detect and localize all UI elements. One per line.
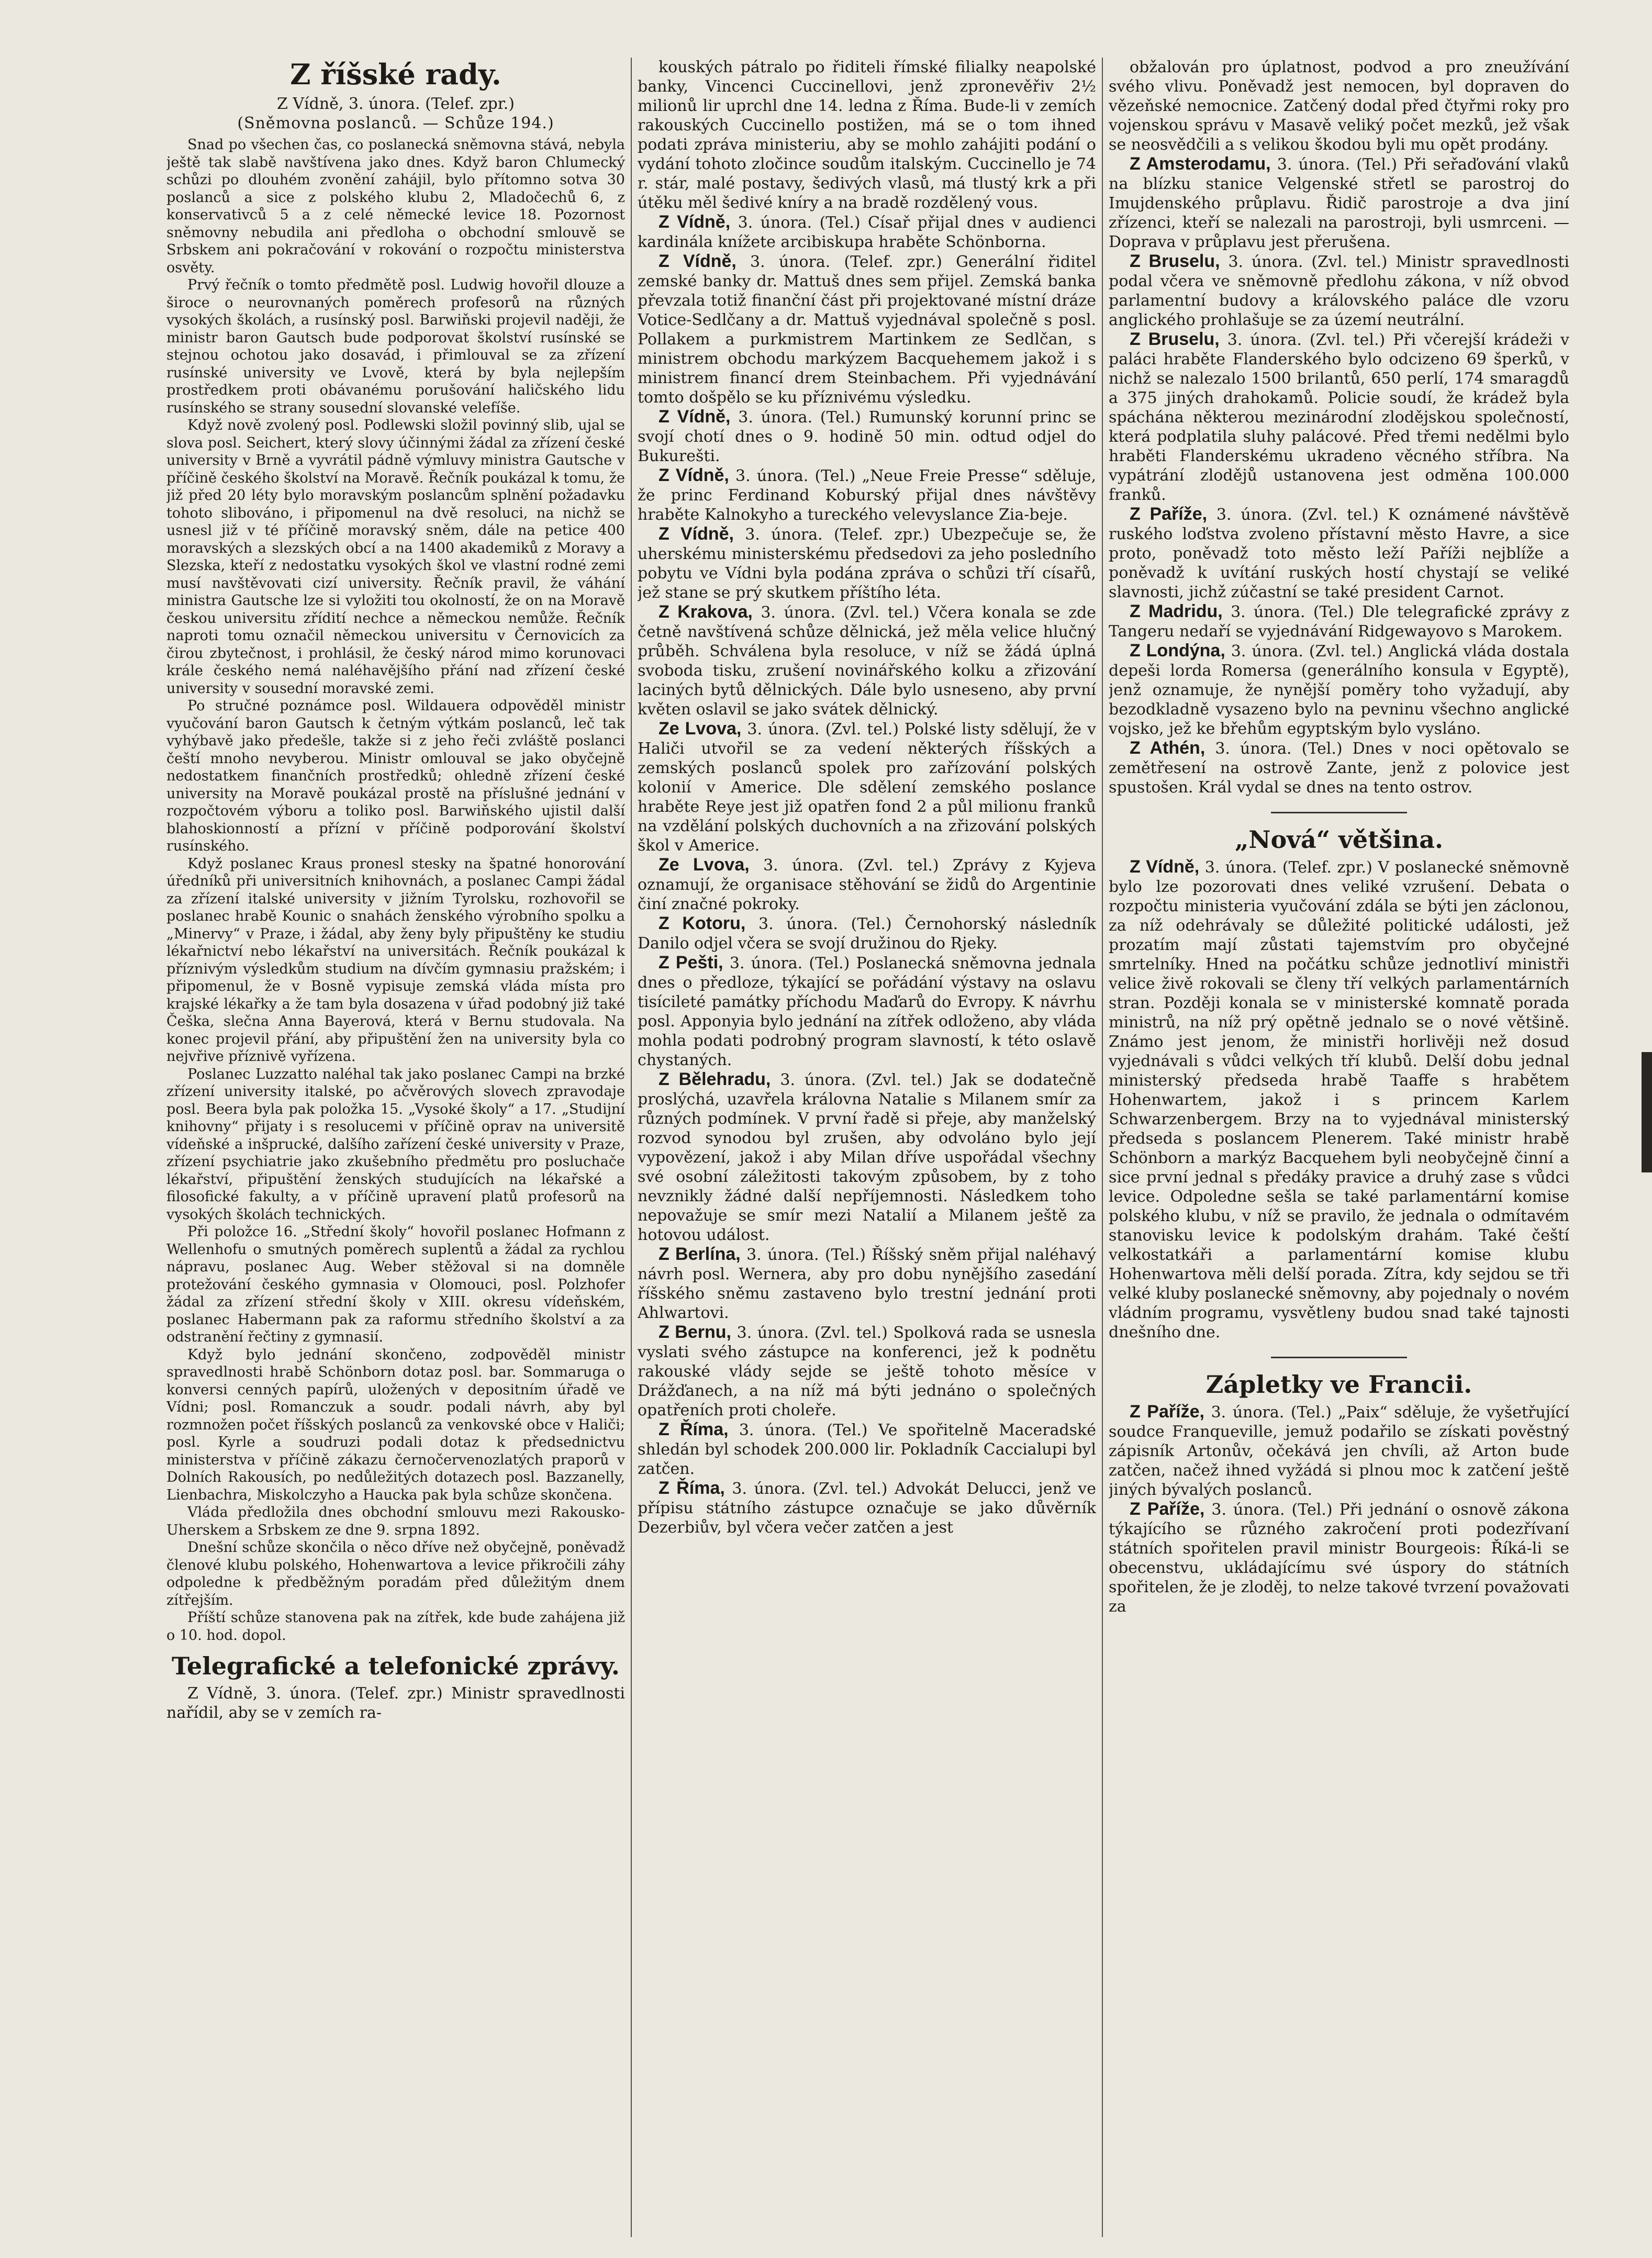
column-2 [638, 58, 1096, 2237]
report-paragraph: Z Vídně, 3. února. (Tel.) Rumunský korunní princ se svojí chotí dnes o 9. hodině 50 min. odtud odjel do Bukurešti. [638, 407, 1096, 465]
report-paragraph: Z Vídně, 3. února. (Telef. zpr.) Ministr spravedlnosti nařídil, aby se v zemích ra- [166, 1684, 625, 1722]
section-divider [1271, 812, 1407, 813]
report-paragraph: obžalován pro úplatnost, podvod a pro zneužívání svého vlivu. Poněvadž jest nemocen, byl dopraven do vězeňské nemocnice. Zatčený dodal před čtyřmi roky pro vojenskou správu v Masavě veliký počet mezků, jež však se neosvědčili a s velikou škodou byli mu opět prodány. [1109, 58, 1569, 154]
article-paragraph: Když nově zvolený posl. Podlewski složil povinný slib, ujal se slova posl. Seichert, který slovy účinnými žádal za zřízení české university v Brně a vyvrátil pádně výmluvy ministra Gautsche v příčině českého školství na Moravě. Řečník poukázal k tomu, že již před 20 léty bylo moravským poslancům splnění požadavku tohoto slibováno, i připomenul na dvě resoluci, na nichž se usnesl již v té příčině moravský sněm, dále na petice 400 moravských a slezských obcí a na 1400 akademiků z Moravy a Slezska, kteří z nedostatku vysokých škol ve vlastní rodné zemi musí navštěvovati cizí university. Řečník pravil, že váhání ministra Gautsche lze si vyložiti tou okolností, že on na Moravě českou universitu zřídití nechce a německou nemůže. Řečník naproti tomu označil německou universitu v Černovicích za čirou zbytečnost, i prohlásil, že český národ mimo korunovaci krále českého nemá naléhavějšího přání nad zřízení české university v sousední moravské zemi. [166, 417, 625, 697]
section-title-rissky-rada: Z říšské rady. [290, 58, 501, 91]
report-paragraph: Z Londýna, 3. února. (Zvl. tel.) Anglická vláda dostala depeši lorda Romersa (generálního konsula v Egyptě), jenž oznamuje, že nynější poměry toho vyžadují, aby bezodkladně vysazeno bylo na pevninu všechno anglické vojsko, jež ke břehům egyptským bylo vysláno. [1109, 641, 1569, 738]
report-paragraph: Z Bernu, 3. února. (Zvl. tel.) Spolková rada se usnesla vyslati svého zástupce na konferenci, jež k podnětu rakouské vlády sejde se ještě tohoto měsíce v Drážďanech, a na níž má býti jednáno o společných opatřeních proti choleře. [638, 1322, 1096, 1419]
report-paragraph: Z Vídně, 3. února. (Telef. zpr.) Ubezpečuje se, že uherskému ministerskému předsedovi za jeho posledního pobytu ve Vídni byla podána zpráva o schůzi tří císařů, jež stane se prý skutkem příštího léta. [638, 524, 1096, 602]
page-edge-mark [1642, 1052, 1652, 1172]
column-rule [1102, 58, 1103, 2237]
article-paragraph: Příští schůze stanovena pak na zítřek, kde bude zahájena již o 10. hod. dopol. [166, 1609, 625, 1644]
report-paragraph: Ze Lvova, 3. února. (Zvl. tel.) Polské listy sdělují, že v Haliči utvořil se za vedení některých říšských a zemských poslanců spolek pro zařízování polských kolonií v Americe. Dle sdělení zemského poslance hraběte Reye jest již opatřen fond 2 a půl milionu franků na vzdělání polských duchovních a na zřizování polských škol v Americe. [638, 719, 1096, 855]
report-paragraph: Z Berlína, 3. února. (Tel.) Říšský sněm přijal naléhavý návrh posl. Wernera, aby pro dobu nynějšího zasedání říšského sněmu zastaveno bylo trestní jednání proti Ahlwartovi. [638, 1244, 1096, 1322]
report-paragraph: Ze Lvova, 3. února. (Zvl. tel.) Zprávy z Kyjeva oznamují, že organisace stěhování se židů do Argentinie činí značné pokroky. [638, 855, 1096, 913]
article-paragraph: Prvý řečník o tomto předmětě posl. Ludwig hovořil dlouze a široce o neurovnaných poměrech profesorů na různých vysokých školách, a rusínský posl. Barwiňski projevil naději, že ministr baron Gautsch bude podporovat školství rusínské se stejnou ochotou jako dosavád, i přimlouval se za zřízení rusínské university ve Lvově, která by byla nejlepším prostředkem proti obávanému porušování haličského lidu rusínského se strany sousední slovanské velefíše. [166, 277, 625, 416]
report-paragraph: Z Říma, 3. února. (Tel.) Ve spořitelně Maceradské shledán byl schodek 200.000 lir. Pokladník Caccialupi byl zatčen. [638, 1419, 1096, 1478]
report-paragraph: Z Krakova, 3. února. (Zvl. tel.) Včera konala se zde četně navštívená schůze dělnická, jež měla velice hlučný průběh. Schválena byla resoluce, v níž se žádá úplná svoboda tisku, zrušení novinářského kolku a zřizování laciných bytů dělnických. Dále bylo usneseno, aby první květen oslavil se jako svátek dělnický. [638, 602, 1096, 719]
report-paragraph: Z Bruselu, 3. února. (Zvl. tel.) Při včerejší krádeži v paláci hraběte Flanderského bylo odcizeno 69 šperků, v nichž se nalezalo 1500 brilantů, 650 perlí, 174 smaragdů a 375 jiných drahokamů. Policie soudí, že krádež byla spáchána některou mezinárodní zlodějskou společností, která podplatila sluhy palácové. Před třemi nedělmi bylo hraběti Flanderskému ukradeno věcného stříbra. Na vypátrání zlodějů ustanovena jest odměna 100.000 franků. [1109, 329, 1569, 504]
report-paragraph: Z Vídně, 3. února. (Tel.) Císař přijal dnes v audienci kardinála knížete arcibiskupa hraběte Schönborna. [638, 212, 1096, 251]
article-paragraph: Snad po všechen čas, co poslanecká sněmovna stává, nebyla ještě tak slabě navštívena jako dnes. Když baron Chlumecký schůzi po dlouhém zvonění zahájil, bylo přítomno sotva 30 poslanců a sice z polského klubu 2, Mladočechů 6, z konservativců 5 a z celé německé levice 18. Pozornost sněmovny nebudila ani předloha o obchodní smlouvě se Srbskem ani pokračování v rokování o rozpočtu ministerstva osvěty. [166, 137, 625, 276]
article-paragraph: Když bylo jednání skončeno, zodpověděl ministr spravedlnosti hrabě Schönborn dotaz posl. bar. Sommaruga o konversi cenných papírů, uložených v depositním úřadě ve Vídni; posl. Romanczuk a soudr. podali návrh, aby byl rozmnožen počet říšských poslanců za venkovské obce v Haliči; posl. Kyrle a soudruzi podali dotaz k předsednictvu ministerstva v příčině zákazu černočervenozlatých praporů v Dolních Rakousích, po nedůležitých dotazech posl. Bazzanelly, Lienbachra, Miskolczyho a Haucka pak byla schůze skončena. [166, 1346, 625, 1503]
article-paragraph: Při položce 16. „Střední školy“ hovořil poslanec Hofmann z Wellenhofu o smutných poměrech suplentů a žádal za rychlou nápravu, poslanec Aug. Weber stěžoval si na domněle protežování českého gymnasia v Olomouci, posl. Polzhofer žádal za zřízení střední školy v XIII. okresu vídeňském, poslanec Habermann pak za raformu středního školství a za odstranění řečtiny z gymnasií. [166, 1224, 625, 1345]
article-paragraph: Po stručné poznámce posl. Wildauera odpověděl ministr vyučování baron Gautsch k četným výtkám poslanců, leč tak vyhýbavě jako předešle, takže si z jeho řeči zvláště poslanci čeští mnoho nevyberou. Ministr omlouval se jako obyčejně nedostatkem finančních prostředků; ohledně zřízení české university na Moravě poukázal prostě na příslušné jednání v rozpočtovém výboru a toliko posl. Barwiňského ujistil další blahoskionností a přízní v příčině podporování školství rusínského. [166, 698, 625, 854]
report-paragraph: Z Athén, 3. února. (Tel.) Dnes v noci opětovalo se zemětřesení na ostrově Zante, jenž z polovice jest spustošen. Král vydal se dnes na tento ostrov. [1109, 738, 1569, 797]
report-paragraph: kouských pátralo po řiditeli římské filialky neapolské banky, Vincenci Cuccinellovi, jenž zpronevěřiv 2½ milionů lir uprchl dne 14. ledna z Říma. Bude-li v zemích rakouských Cuccinello postižen, má se o tom ihned podati zpráva ministeriu, aby se mohlo zahájiti podání o vydání tohoto zločince soudům italským. Cuccinello je 74 r. stár, malé postavy, šedivých vlasů, má tlustý krk a při útěku měl šedivé kníry a na bradě rozdělený vous. [638, 58, 1096, 212]
section-divider [1271, 1357, 1407, 1358]
report-paragraph: Z Paříže, 3. února. (Zvl. tel.) K oznámené návštěvě ruského loďstva zvoleno přístavní město Havre, a sice proto, poněvadž toto město leží Paříži nejblíže a poněvadž k uvítání ruských hostí chystají se veliké slavnosti, jichž zúčastní se také president Carnot. [1109, 504, 1569, 601]
section-title-nova-vetsina: „Nová“ většina. [1234, 825, 1444, 854]
column-rule [631, 58, 632, 2237]
report-paragraph: Z Kotoru, 3. února. (Tel.) Černohorský následník Danilo odjel včera se svojí družinou do Rjeky. [638, 913, 1096, 953]
report-paragraph: Z Madridu, 3. února. (Tel.) Dle telegrafické zprávy z Tangeru nedaří se vyjednávání Ridgewayovo s Marokem. [1109, 601, 1569, 641]
report-paragraph: Z Paříže, 3. února. (Tel.) „Paix“ sděluje, že vyšetřující soudce Franqueville, jemuž podařilo se získati pověstný zápisník Artonův, očekává jen chvíli, až Arton bude zatčen, načež ihned vyžádá si plnou moc k zatčení ještě jiných bývalých poslanců. [1109, 1402, 1569, 1499]
report-paragraph: Z Paříže, 3. února. (Tel.) Při jednání o osnově zákona týkajícího se různého zakročení proti podezřívaní státních spořitelen pravil ministr Bourgeois: Říká-li se obecenstvu, ukládajícímu své úspory do státních spořitelen, že je zloděj, to nelze takové tvrzení považovati za [1109, 1499, 1569, 1616]
article-paragraph: Dnešní schůze skončila o něco dříve než obyčejně, poněvadž členové klubu polského, Hohenwartova a levice přikročili záhy odpoledne k předběžným poradám před důležitým dnem zítřejším. [166, 1539, 625, 1608]
report-paragraph: Z Bělehradu, 3. února. (Zvl. tel.) Jak se dodatečně proslýchá, uzavřela královna Natalie s Milanem smír za různých podmínek. V první řadě si přeje, aby manželský rozvod synodou byl zrušen, aby odvoláno bylo její vypovězení, jakož i aby Milan dříve uspořádal všechny své osobní záležitosti takovým způsobem, by z toho nevznikly žádné další nepříjemnosti. Následkem toho nepovažuje se smír mezi Natalií a Milanem ještě za hotovou událost. [638, 1069, 1096, 1244]
dateline: Z Vídně, 3. února. (Telef. zpr.) [276, 95, 515, 113]
article-paragraph: Poslanec Luzzatto naléhal tak jako poslanec Campi na brzké zřízení university italské, po ačvěrových slovech zpravodaje posl. Beera byla pak položka 15. „Vysoké školy“ a 17. „Studijní knihovny“ přijaty i s resolucemi v příčině oprav na universitě vídeňské a inšprucké, dalšího zařízení české university v Praze, zřízení psychiatrie jako zkušebního předmětu pro posluchače lékařství, připuštění ženských studujících na lékařské a filosofické fakulty, a v příčině upravení platů profesorů na vysokých školách technických. [166, 1066, 625, 1223]
report-paragraph: Z Bruselu, 3. února. (Zvl. tel.) Ministr spravedlnosti podal včera ve sněmovně předlohu zákona, v níž obvod parlamentní budovy a královského paláce dle vzoru anglického prohlašuje se za území neutrální. [1109, 251, 1569, 329]
section-title-zapletky-ve-francii: Zápletky ve Francii. [1205, 1370, 1472, 1399]
report-paragraph: Z Amsterodamu, 3. února. (Tel.) Při seřaďování vlaků na blízku stanice Velgenské střetl se parostroj do Imujdenského průplavu. Řidič parostroje a dva jiní zřízenci, kteří se nalezali na parostroji, byli usmrceni. — Doprava v průplavu jest přerušena. [1109, 154, 1569, 251]
report-paragraph: Z Vídně, 3. února. (Telef. zpr.) V poslanecké sněmovně bylo lze pozorovati dnes veliké vzrušení. Debata o rozpočtu ministeria vyučování zdála se býti jen záclonou, za níž odehrávaly se důležité politické události, jež prozatím mají zůstati tajemstvím pro obyčejné smrtelníky. Hned na počátku schůze jednotliví ministři velice živě rokovali se členy tří velkých parlamentárních stran. Později konala se v ministerské komnatě porada ministrů, na níž prý opětně jednalo se o nové většině. Známo jest jenom, že ministři horlivěji než dosud vyjednávali s vůdci velkých tří klubů. Delší dobu jednal ministerský předseda hrabě Taaffe s hrabětem Hohenwartem, jakož i s princem Karlem Schwarzenbergem. Brzy na to vyjednával ministerský předseda s poslancem Plenerem. Také ministr hrabě Schönborn a markýz Bacquehem byli neobyčejně činní a sice první jednal s předáky pravice a druhý zase s vůdci levice. Odpoledne sešla se také parlamentární komise polského klubu, v níž se pravilo, že jednala o odmítavém stanovisku levice k podolským drahám. Také čeští velkostatkáři a parlamentární komise klubu Hohenwartova měli delší porada. Zítra, kdy sejdou se tři velké kluby poslanecké sněmovny, aby pojednaly o novém vládním programu, vysvětleny budou snad také tajnosti dnešního dne. [1109, 857, 1569, 1342]
column-3 [1109, 58, 1569, 2237]
report-paragraph: Z Vídně, 3. února. (Tel.) „Neue Freie Presse“ sděluje, že princ Ferdinand Koburský přijal dnes návštěvy hraběte Kalnokyho a tureckého velevyslance Zia-beje. [638, 465, 1096, 524]
session-line: (Sněmovna poslanců. — Schůze 194.) [237, 114, 554, 132]
report-paragraph: Z Pešti, 3. února. (Tel.) Poslanecká sněmovna jednala dnes o předloze, týkající se pořádání výstavy na oslavu tisícileté památky příchodu Maďarů do Evropy. K návrhu posl. Apponyia bylo jednání na zítřek odloženo, aby vláda mohla podati podrobný program slavností, k této oslavě chystaných. [638, 953, 1096, 1069]
article-paragraph: Když poslanec Kraus pronesl stesky na špatné honorování úředníků při universitních knihovnách, a poslanec Campi žádal za zřízení italské university v jižním Tyrolsku, rozhovořil se poslanec hrabě Kounic o snahách ženského výrobního spolku a „Minervy“ v Praze, i žádal, aby ženy byly připuštěny ke studiu lékařnictví nebo lékařství na universitách. Řečník poukázal k příznivým výsledkům studium na dívčím gymnasiu pražském; i připomenul, že v Bosně vypisuje zemská vláda místa pro krajské lékařky a že tam byla dosazena v úřad podobný již také Češka, slečna Anna Bayerová, která v Bernu studovala. Na konec projevil přání, aby připuštění žen na university byla co nejvřive příznivě vyřízena. [166, 855, 625, 1065]
section-title-telegraph: Telegrafické a telefonické zprávy. [172, 1652, 620, 1680]
report-paragraph: Z Říma, 3. února. (Zvl. tel.) Advokát Delucci, jenž ve přípisu státního zástupce označuje se jako důvěrník Dezerbiův, byl včera večer zatčen a jest [638, 1478, 1096, 1537]
article-paragraph: Vláda předložila dnes obchodní smlouvu mezi Rakousko-Uherskem a Srbskem ze dne 9. srpna 1892. [166, 1504, 625, 1538]
column-1 [166, 58, 625, 2237]
report-paragraph: Z Vídně, 3. února. (Telef. zpr.) Generální řiditel zemské banky dr. Mattuš dnes sem přijel. Zemská banka převzala totiž finanční část při projektované místní dráze Votice-Sedlčany a dr. Mattuš vyjednával společně s posl. Pollakem a purkmistrem Martinkem ze Sedlčan, s ministrem obchodu markýzem Bacquehemem jakož i s ministrem financí drem Steinbachem. Při vyjednávání tomto došpělo se ku příznivému výsledku. [638, 251, 1096, 407]
